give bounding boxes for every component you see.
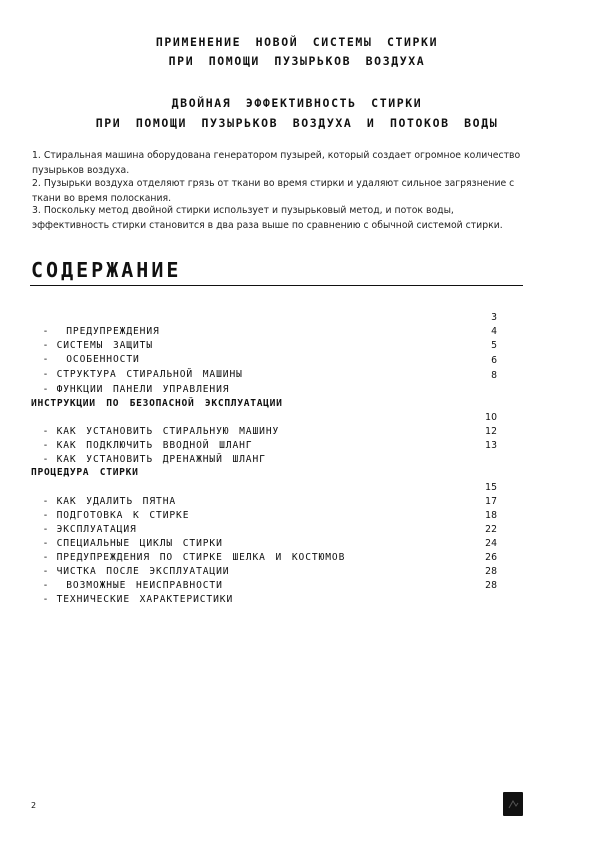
toc-page: 18 bbox=[485, 510, 497, 521]
toc-dash: - bbox=[42, 524, 49, 535]
toc-label: ПОДГОТОВКА К СТИРКЕ bbox=[56, 510, 190, 521]
intro-paragraph-1: 1. Стиральная машина оборудована генератором пузырей, который создает огромное количество пузырьков воздуха. bbox=[32, 150, 521, 176]
toc-page: 10 bbox=[485, 412, 497, 423]
toc-label: СИСТЕМЫ ЗАЩИТЫ bbox=[56, 340, 154, 351]
toc-label: КАК УДАЛИТЬ ПЯТНА bbox=[56, 496, 177, 507]
toc-item bbox=[31, 579, 497, 605]
toc-label: КАК ПОДКЛЮЧИТЬ ВВОДНОЙ ШЛАНГ bbox=[56, 440, 253, 451]
intro-paragraph-3: 3. Поскольку метод двойной стирки использует и пузырьковый метод, и поток воды, эффективность стирки становится в два раза выше по сравнению с обычной системой стирки. bbox=[32, 205, 503, 231]
toc-dash: - bbox=[42, 354, 49, 365]
heading-line-1: ПРИМЕНЕНИЕ НОВОЙ СИСТЕМЫ СТИРКИ bbox=[155, 35, 439, 49]
toc-label: ЧИСТКА ПОСЛЕ ЭКСПЛУАТАЦИИ bbox=[56, 566, 230, 577]
toc-dash: - bbox=[42, 538, 49, 549]
toc-dash: - bbox=[42, 326, 49, 337]
toc-label: СТРУКТУРА СТИРАЛЬНОЙ МАШИНЫ bbox=[56, 369, 243, 380]
toc-page: 26 bbox=[485, 552, 497, 563]
toc-label: ФУНКЦИИ ПАНЕЛИ УПРАВЛЕНИЯ bbox=[56, 384, 230, 395]
toc-dash: - bbox=[42, 594, 49, 605]
toc-dash: - bbox=[42, 566, 49, 577]
toc-dash: - bbox=[42, 454, 49, 465]
toc-label: КАК УСТАНОВИТЬ СТИРАЛЬНУЮ МАШИНУ bbox=[56, 426, 280, 437]
toc-page: 3 bbox=[491, 312, 497, 323]
toc-label: ТЕХНИЧЕСКИЕ ХАРАКТЕРИСТИКИ bbox=[56, 594, 234, 605]
toc-item bbox=[31, 369, 497, 395]
heading-line-2: ПРИ ПОМОЩИ ПУЗЫРЬКОВ ВОЗДУХА bbox=[168, 54, 426, 68]
toc-page: 8 bbox=[491, 370, 497, 381]
toc-dash: - bbox=[42, 369, 49, 380]
toc-dash: - bbox=[42, 552, 49, 563]
toc-dash: - bbox=[42, 510, 49, 521]
toc-item bbox=[31, 565, 497, 591]
toc-page: 13 bbox=[485, 440, 497, 451]
toc-page: 12 bbox=[485, 426, 497, 437]
toc-page: 5 bbox=[491, 340, 497, 351]
contents-title: СОДЕРЖАНИЕ bbox=[31, 258, 182, 282]
toc-dash: - bbox=[42, 440, 49, 451]
toc-item bbox=[31, 439, 497, 465]
toc-label: ЭКСПЛУАТАЦИЯ bbox=[56, 524, 137, 535]
toc-page: 22 bbox=[485, 524, 497, 535]
toc-dash: - bbox=[42, 580, 49, 591]
toc-dash: - bbox=[42, 340, 49, 351]
toc-label: ВОЗМОЖНЫЕ НЕИСПРАВНОСТИ bbox=[56, 580, 223, 591]
intro-paragraph-2: 2. Пузырьки воздуха отделяют грязь от ткани во время стирки и удаляют сильное загрязнение с ткани во время полоскания. bbox=[32, 178, 515, 204]
toc-page: 24 bbox=[485, 538, 497, 549]
page-number: 2 bbox=[31, 801, 37, 810]
toc-page: 4 bbox=[491, 326, 497, 337]
corner-logo-mark bbox=[503, 792, 523, 816]
toc-dash: - bbox=[42, 384, 49, 395]
toc-page: 6 bbox=[491, 355, 497, 366]
toc-section-title: ПРОЦЕДУРА СТИРКИ bbox=[31, 467, 139, 478]
toc-page: 17 bbox=[485, 496, 497, 507]
toc-label: КАК УСТАНОВИТЬ ДРЕНАЖНЫЙ ШЛАНГ bbox=[56, 454, 266, 465]
contents-divider bbox=[30, 285, 523, 286]
toc-page: 15 bbox=[485, 482, 497, 493]
toc-section-title: ИНСТРУКЦИИ ПО БЕЗОПАСНОЙ ЭКСПЛУАТАЦИИ bbox=[31, 398, 283, 409]
toc-dash: - bbox=[42, 496, 49, 507]
toc-page: 28 bbox=[485, 566, 497, 577]
toc-dash: - bbox=[42, 426, 49, 437]
toc-item bbox=[31, 311, 497, 337]
toc-page: 28 bbox=[485, 580, 497, 591]
heading-line-4: ПРИ ПОМОЩИ ПУЗЫРЬКОВ ВОЗДУХА И ПОТОКОВ ВОДЫ bbox=[95, 116, 499, 130]
logo-icon bbox=[503, 792, 523, 816]
toc-label: ПРЕДУПРЕЖДЕНИЯ bbox=[56, 326, 160, 337]
heading-line-3: ДВОЙНАЯ ЭФФЕКТИВНОСТЬ СТИРКИ bbox=[171, 96, 423, 110]
toc-item bbox=[31, 339, 497, 365]
toc-label: СПЕЦИАЛЬНЫЕ ЦИКЛЫ СТИРКИ bbox=[56, 538, 223, 549]
toc-item bbox=[31, 325, 497, 351]
toc-label: ПРЕДУПРЕЖДЕНИЯ ПО СТИРКЕ ШЕЛКА И КОСТЮМОВ bbox=[56, 552, 346, 563]
toc-label: ОСОБЕННОСТИ bbox=[56, 354, 140, 365]
toc-item bbox=[31, 354, 497, 380]
